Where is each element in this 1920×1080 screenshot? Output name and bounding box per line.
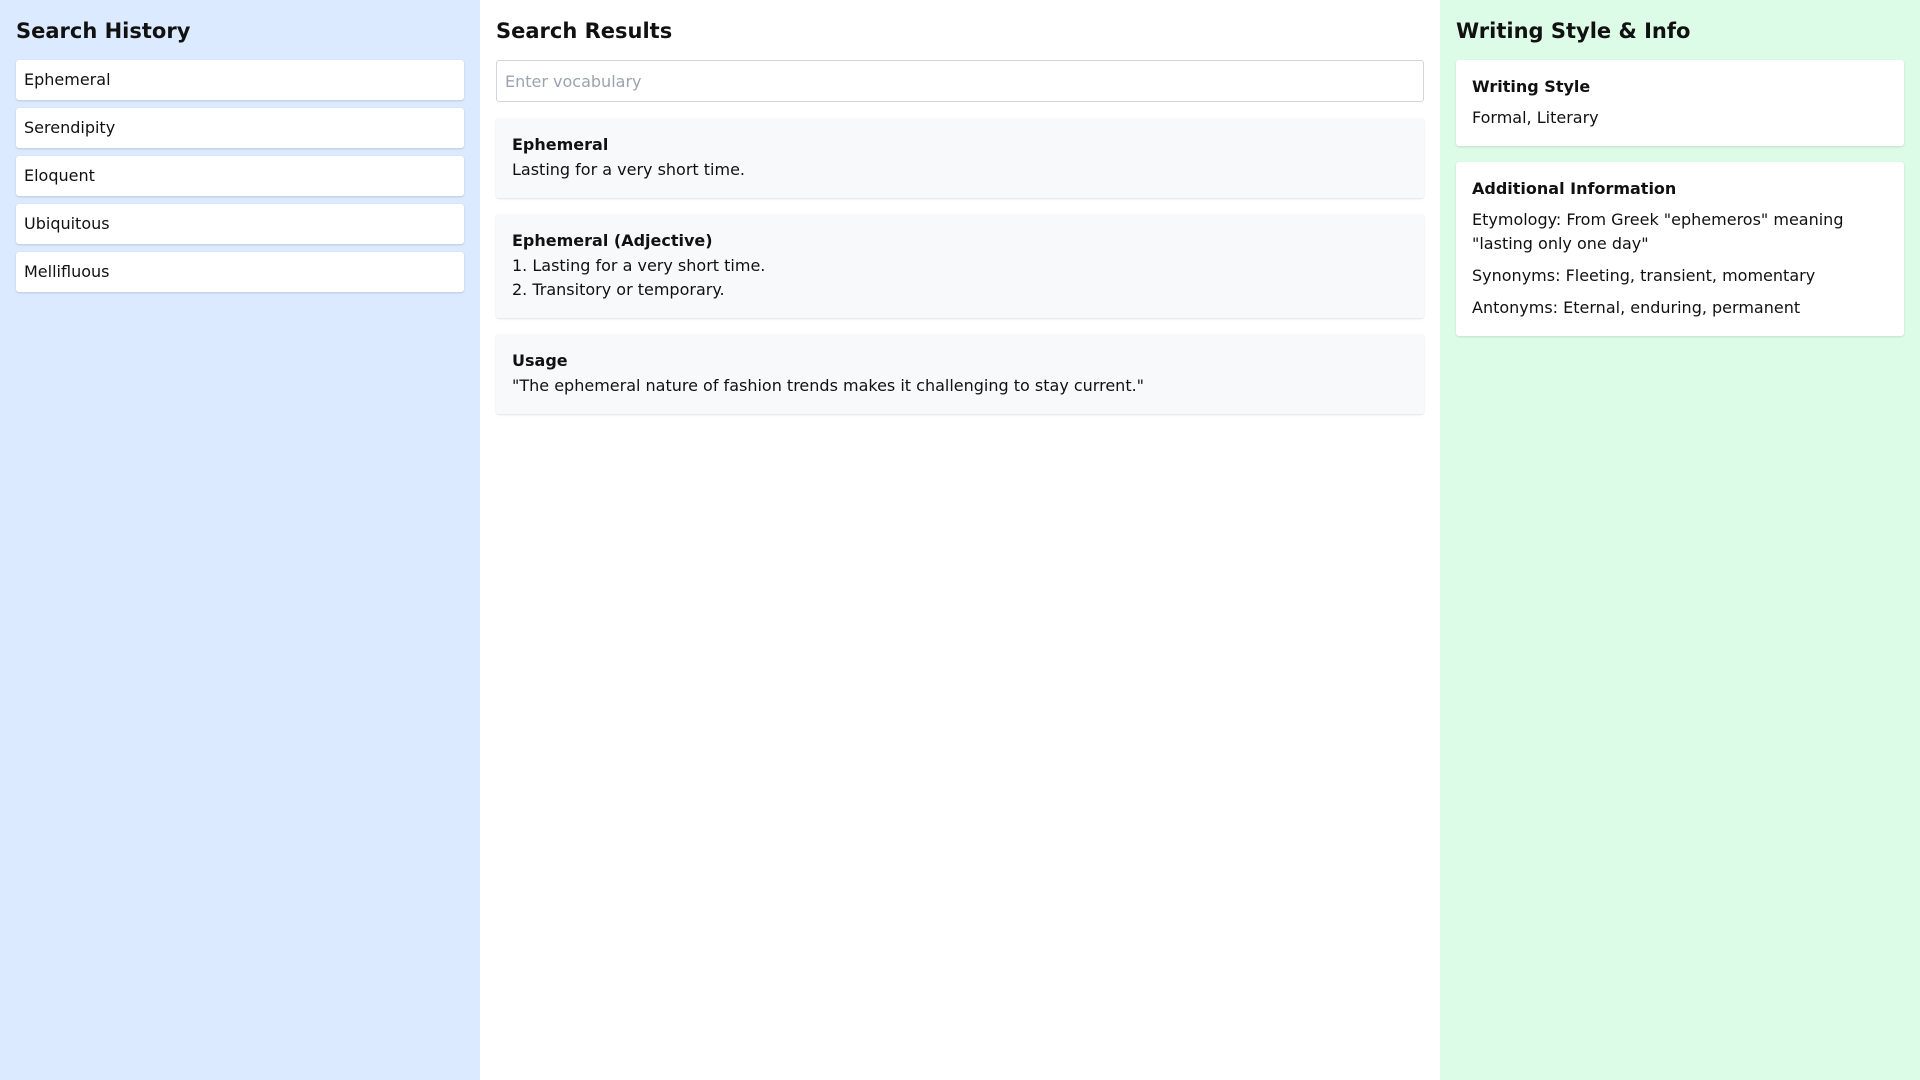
history-list bbox=[16, 60, 464, 292]
search-history-panel bbox=[0, 0, 480, 1080]
additional-info-title: Additional Information bbox=[1472, 179, 1677, 198]
search-history-title: Search History bbox=[16, 19, 191, 43]
definition-card bbox=[496, 118, 1424, 198]
history-item-ephemeral[interactable]: Ephemeral bbox=[16, 60, 464, 100]
vocabulary-search-input[interactable] bbox=[496, 60, 1424, 102]
detail-title: Ephemeral (Adjective) bbox=[512, 231, 713, 250]
writing-style-card bbox=[1456, 60, 1904, 146]
history-item-eloquent[interactable]: Eloquent bbox=[16, 156, 464, 196]
search-results-panel bbox=[480, 0, 1440, 1080]
usage-title: Usage bbox=[512, 351, 568, 370]
detail-line: 1. Lasting for a very short time. bbox=[512, 256, 766, 275]
writing-style-panel-title: Writing Style & Info bbox=[1456, 19, 1691, 43]
antonyms-text: Antonyms: Eternal, enduring, permanent bbox=[1472, 298, 1801, 317]
history-item-ubiquitous[interactable]: Ubiquitous bbox=[16, 204, 464, 244]
usage-text: "The ephemeral nature of fashion trends makes it challenging to stay current." bbox=[512, 376, 1145, 395]
writing-style-text: Formal, Literary bbox=[1472, 108, 1599, 127]
additional-info-card bbox=[1456, 162, 1904, 336]
writing-style-title: Writing Style bbox=[1472, 77, 1591, 96]
usage-card bbox=[496, 334, 1424, 414]
writing-style-panel bbox=[1440, 0, 1920, 1080]
synonyms-text: Synonyms: Fleeting, transient, momentary bbox=[1472, 266, 1816, 285]
detail-line: 2. Transitory or temporary. bbox=[512, 280, 725, 299]
definition-title: Ephemeral bbox=[512, 135, 609, 154]
history-item-serendipity[interactable]: Serendipity bbox=[16, 108, 464, 148]
search-results-title: Search Results bbox=[496, 19, 673, 43]
etymology-text: Etymology: From Greek "ephemeros" meaning "lasting only one day" bbox=[1472, 210, 1844, 253]
definition-text: Lasting for a very short time. bbox=[512, 160, 746, 179]
detail-card bbox=[496, 214, 1424, 318]
history-item-mellifluous[interactable]: Mellifluous bbox=[16, 252, 464, 292]
